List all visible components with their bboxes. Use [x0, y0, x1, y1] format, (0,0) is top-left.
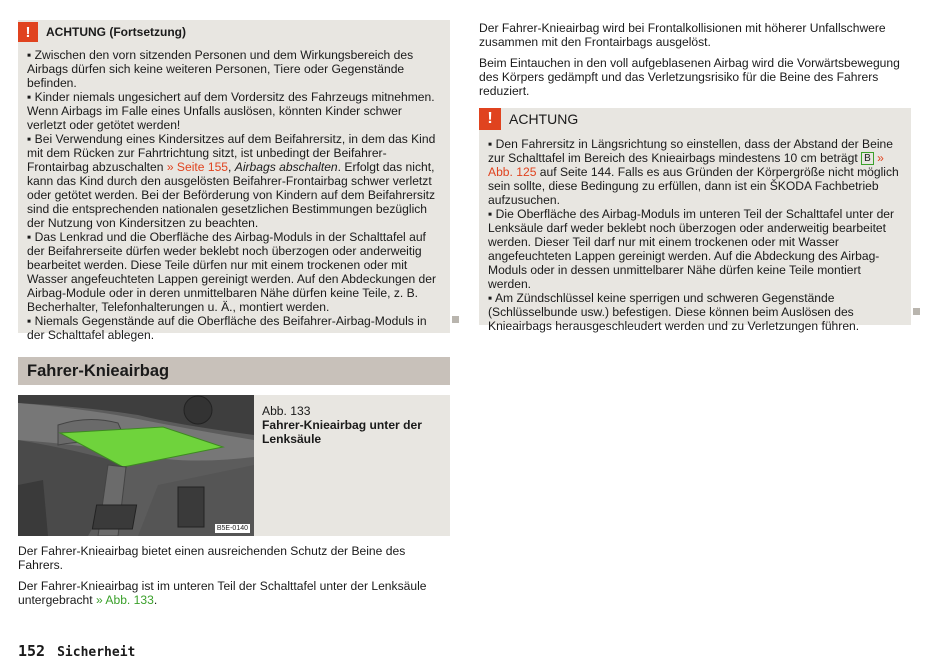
end-marker	[913, 308, 920, 315]
warning-header	[479, 108, 578, 130]
section-title: Fahrer-Knieairbag	[27, 362, 170, 380]
warning-title: ACHTUNG (Fortsetzung)	[46, 25, 186, 39]
warning-header	[18, 22, 186, 42]
warning-body	[27, 48, 441, 342]
warning-body	[488, 137, 902, 333]
section-header	[18, 357, 450, 385]
paragraph: Der Fahrer-Knieairbag wird bei Frontalkollisionen mit höherer Unfallschwere zusammen mit den Frontairbags ausgelöst.	[479, 21, 886, 49]
footer-section-name: Sicherheit	[57, 645, 136, 660]
warning-bullet: ▪ Die Oberfläche des Airbag-Moduls im unteren Teil der Schalttafel unter der Lenksäule darf weder beklebt noch überzogen oder anderweitig bearbeitet werden. Dieser Teil darf nur mit einem trockenen oder mit Wasser angefeuchteten Lappen gereinigt werden. Auf die Abdeckung des Airbag-Moduls oder in dessen unmittelbarer Nähe dürfen keine Teile montiert werden.	[488, 207, 895, 291]
warning-title: ACHTUNG	[509, 111, 579, 127]
figure-link[interactable]: » Abb. 125	[488, 151, 884, 179]
warning-box	[479, 108, 911, 333]
knee-airbag-illustration	[18, 395, 254, 536]
end-marker	[452, 316, 459, 323]
warning-bullet: ▪ Zwischen den vorn sitzenden Personen und dem Wirkungsbereich des Airbags dürfen sich keine weiteren Personen, Tiere oder Gegenstände befinden.	[27, 48, 414, 90]
figure-image	[18, 395, 254, 536]
figure-link[interactable]: » Abb. 133	[96, 593, 154, 607]
page-footer	[18, 642, 135, 660]
warning-bullet: ▪ Niemals Gegenstände auf die Oberfläche des Beifahrer-Airbag-Moduls in der Schalttafel ablegen.	[27, 314, 427, 342]
figure-marker-badge: B	[861, 152, 874, 165]
warning-box-continued	[18, 20, 450, 342]
warning-bullet: ▪ Bei Verwendung eines Kindersitzes auf dem Beifahrersitz, in dem das Kind mit dem Rücken zur Fahrtrichtung sitzt, ist unbedingt der Beifahrer-Frontairbag abzuschalten » Seite 155, Airbags abschalten. Erfolgt das nicht, kann das Kind durch den ausgelösten Beifahrer-Frontairbag schwer verletzt oder getötet werden. Bei der Beförderung von Kindern auf dem Beifahrersitz sind die entsprechenden nationalen gesetzlichen Bestimmungen bezüglich der Nutzung von Kindersitzen zu beachten.	[27, 132, 436, 230]
figure-caption: Fahrer-Knieairbag unter der Lenksäule	[262, 418, 422, 446]
page-number: 152	[18, 642, 46, 660]
warning-bullet: ▪ Den Fahrersitz in Längsrichtung so einstellen, dass der Abstand der Beine zur Schalttafel im Bereich des Knieairbags mindestens 10 cm beträgt B » Abb. 125 auf Seite 144. Falls es aus Gründen der Körpergröße nicht möglich sein sollte, diese Bedingung zu erfüllen, dann ist ein ŠKODA Fachbetrieb aufzusuchen.	[488, 137, 899, 207]
warning-exclamation-icon: !	[18, 22, 38, 42]
right-body-text	[479, 21, 911, 98]
warning-bullet: ▪ Kinder niemals ungesichert auf dem Vordersitz des Fahrzeugs mitnehmen. Wenn Airbags im Falle eines Unfalls auslösen, könnten Kinder schwer verletzt oder getötet werden!	[27, 90, 435, 132]
left-body-text	[18, 544, 450, 607]
page-link[interactable]: » Seite 155	[166, 160, 229, 174]
paragraph: Der Fahrer-Knieairbag bietet einen ausreichenden Schutz der Beine des Fahrers.	[18, 544, 406, 572]
warning-exclamation-icon: !	[479, 108, 501, 130]
paragraph: Der Fahrer-Knieairbag ist im unteren Teil der Schalttafel unter der Lenksäule untergebracht » Abb. 133.	[18, 579, 427, 607]
figure-number: Abb. 133	[262, 404, 311, 418]
warning-bullet: ▪ Am Zündschlüssel keine sperrigen und schweren Gegenstände (Schlüsselbunde usw.) befestigen. Diese können beim Auslösen des Knieairbags herausgeschleudert werden und zu Verletzungen führen.	[488, 291, 860, 333]
figure-code: B5E-0140	[216, 525, 248, 532]
warning-bullet: ▪ Das Lenkrad und die Oberfläche des Airbag-Moduls in der Schalttafel auf der Beifahrerseite dürfen weder beklebt noch überzogen oder anderweitig bearbeitet werden. Diese Teile dürfen nur mit einem trockenen oder mit Wasser angefeuchteten Lappen gereinigt werden. Auf den Abdeckungen der Airbag-Module oder in deren unmittelbaren Nähe dürfen keine Teile, z. B. Becherhalter, Telefonhalterungen u. Ä., montiert werden.	[27, 230, 437, 314]
paragraph: Beim Eintauchen in den voll aufgeblasenen Airbag wird die Vorwärtsbewegung des Körpers gedämpft und das Verletzungsrisiko für die Beine des Fahrers reduziert.	[479, 56, 900, 98]
figure-caption-box	[254, 395, 450, 536]
